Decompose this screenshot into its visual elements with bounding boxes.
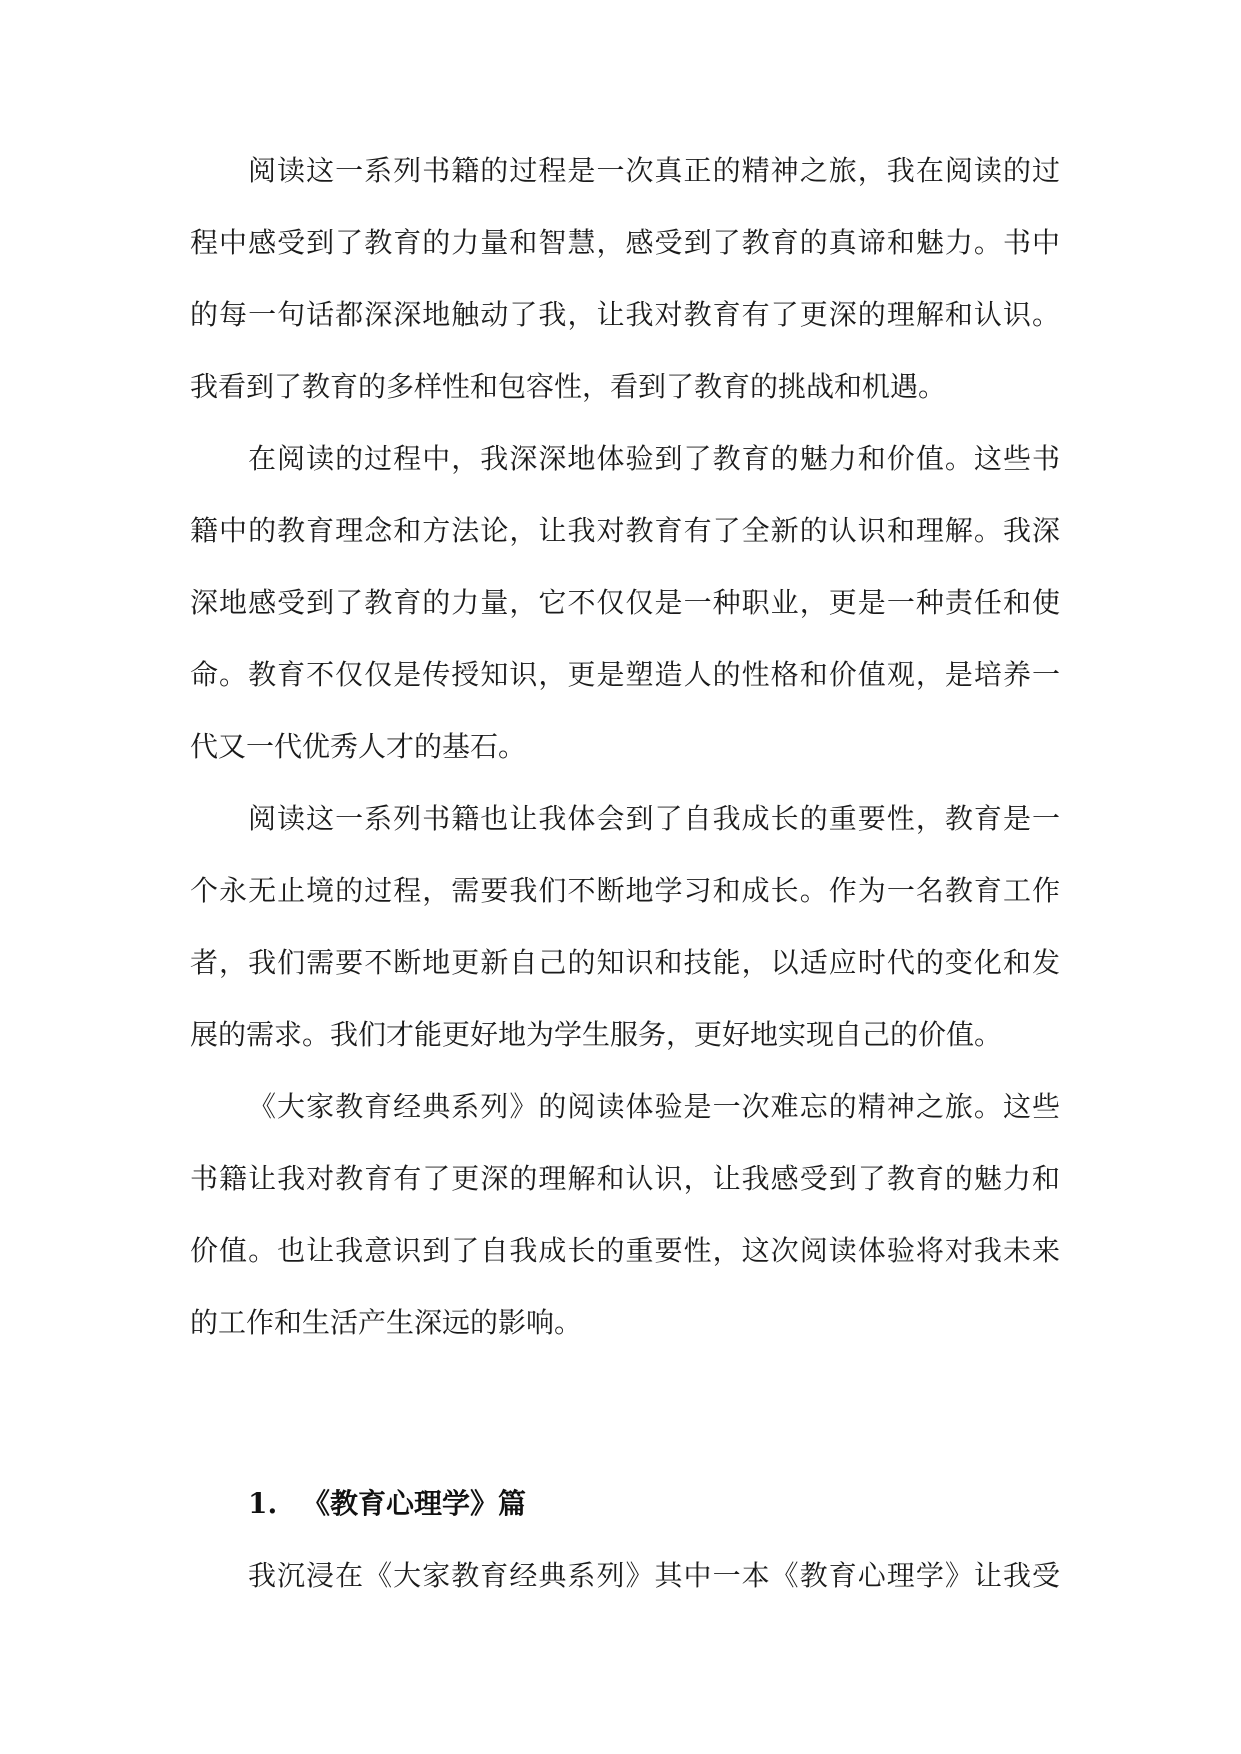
paragraph-2-line-1: 在阅读的过程中，我深深地体验到了教育的魅力和价值。这些书 (248, 442, 1060, 475)
section-title: 《教育心理学》篇 (302, 1487, 527, 1520)
paragraph-4-line-1: 《大家教育经典系列》的阅读体验是一次难忘的精神之旅。这些 (248, 1090, 1060, 1123)
paragraph-2-line-5: 代又一代优秀人才的基石。 (190, 730, 527, 763)
paragraph-4-line-3: 价值。也让我意识到了自我成长的重要性，这次阅读体验将对我未来 (190, 1234, 1060, 1267)
paragraph-4-line-4: 的工作和生活产生深远的影响。 (190, 1306, 583, 1339)
paragraph-1-line-4: 我看到了教育的多样性和包容性，看到了教育的挑战和机遇。 (190, 370, 947, 403)
paragraph-2-line-4: 命。教育不仅仅是传授知识，更是塑造人的性格和价值观，是培养一 (190, 658, 1060, 691)
paragraph-3-line-2: 个永无止境的过程，需要我们不断地学习和成长。作为一名教育工作 (190, 874, 1060, 907)
paragraph-3-line-3: 者，我们需要不断地更新自己的知识和技能，以适应时代的变化和发 (190, 946, 1060, 979)
paragraph-4-line-2: 书籍让我对教育有了更深的理解和认识，让我感受到了教育的魅力和 (190, 1162, 1060, 1195)
section-number: 1. (248, 1487, 278, 1520)
paragraph-1-line-3: 的每一句话都深深地触动了我，让我对教育有了更深的理解和认识。 (190, 298, 1060, 331)
section-heading (248, 1479, 526, 1529)
section-paragraph-line-1: 我沉浸在《大家教育经典系列》其中一本《教育心理学》让我受 (248, 1559, 1060, 1592)
paragraph-2-line-3: 深地感受到了教育的力量，它不仅仅是一种职业，更是一种责任和使 (190, 586, 1060, 619)
paragraph-1-line-2: 程中感受到了教育的力量和智慧，感受到了教育的真谛和魅力。书中 (190, 226, 1060, 259)
paragraph-3-line-1: 阅读这一系列书籍也让我体会到了自我成长的重要性，教育是一 (248, 802, 1060, 835)
paragraph-3-line-4: 展的需求。我们才能更好地为学生服务，更好地实现自己的价值。 (190, 1018, 1003, 1051)
paragraph-1-line-1: 阅读这一系列书籍的过程是一次真正的精神之旅，我在阅读的过 (248, 154, 1060, 187)
paragraph-2-line-2: 籍中的教育理念和方法论，让我对教育有了全新的认识和理解。我深 (190, 514, 1060, 547)
